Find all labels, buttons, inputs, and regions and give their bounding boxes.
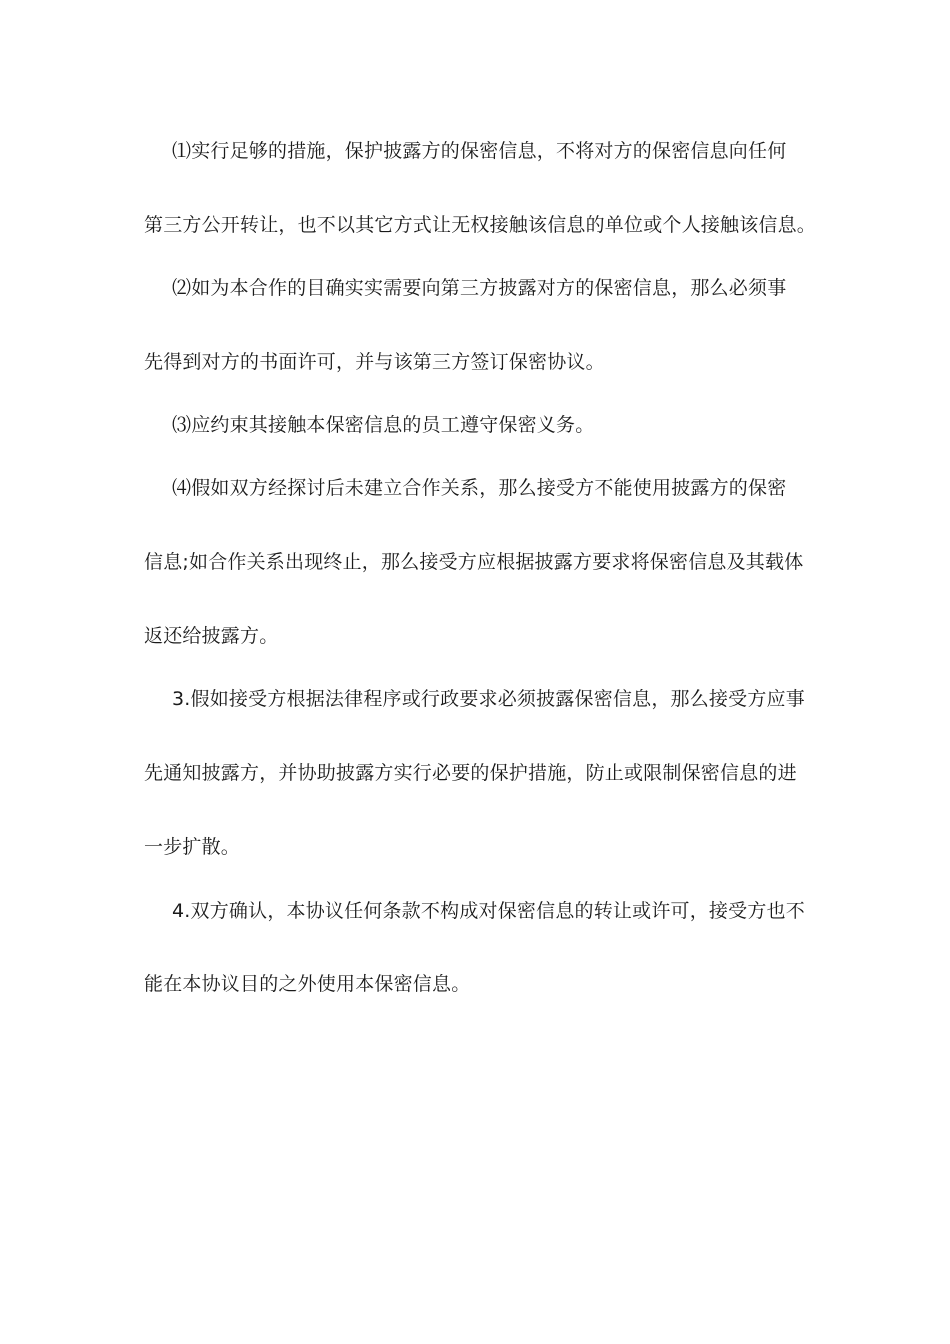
paragraph-line: ⑴实行足够的措施，保护披露方的保密信息，不将对方的保密信息向任何 <box>172 140 787 162</box>
paragraph-line: 先通知披露方，并协助披露方实行必要的保护措施，防止或限制保密信息的进 <box>144 762 797 784</box>
paragraph-line: 返还给披露方。 <box>144 625 279 647</box>
paragraph-line: 先得到对方的书面许可，并与该第三方签订保密协议。 <box>144 351 605 373</box>
paragraph-line: 3.假如接受方根据法律程序或行政要求必须披露保密信息，那么接受方应事 <box>172 688 805 710</box>
paragraph-line: 4.双方确认，本协议任何条款不构成对保密信息的转让或许可，接受方也不 <box>172 900 805 922</box>
paragraph-line: 信息;如合作关系出现终止，那么接受方应根据披露方要求将保密信息及其载体 <box>144 551 804 573</box>
paragraph-line: 一步扩散。 <box>144 836 241 858</box>
paragraph-line: 能在本协议目的之外使用本保密信息。 <box>144 973 471 995</box>
paragraph-line: ⑵如为本合作的目确实实需要向第三方披露对方的保密信息，那么必须事 <box>172 277 787 299</box>
paragraph-line: ⑷假如双方经探讨后未建立合作关系，那么接受方不能使用披露方的保密 <box>172 477 787 499</box>
paragraph-line: ⑶应约束其接触本保密信息的员工遵守保密义务。 <box>172 414 595 436</box>
paragraph-line: 第三方公开转让，也不以其它方式让无权接触该信息的单位或个人接触该信息。 <box>144 214 817 236</box>
